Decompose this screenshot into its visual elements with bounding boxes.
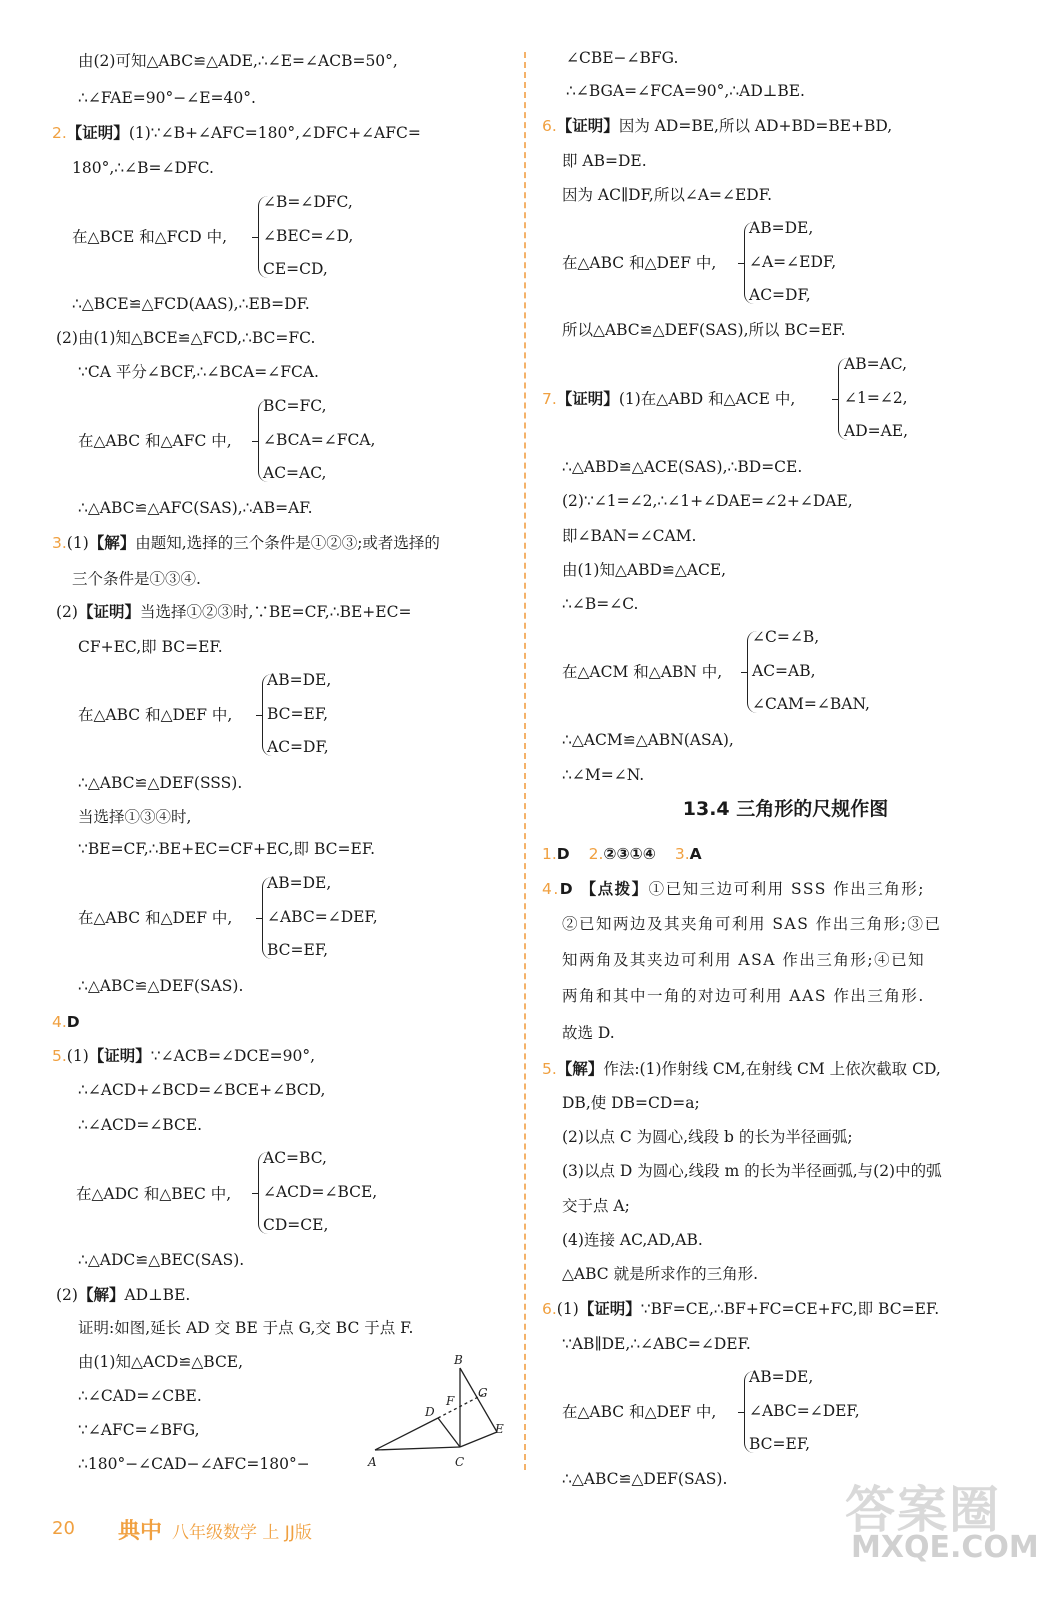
text-line: 由(1)知△ABD≌△ACE,: [562, 561, 727, 579]
question-number: 1.: [542, 845, 557, 863]
text-line: 作法:(1)作射线 CM,在射线 CM 上依次截取 CD,: [603, 1060, 941, 1078]
brace-item: AC=DF,: [749, 286, 811, 304]
brace-item: ∠ABC=∠DEF,: [749, 1402, 860, 1420]
section-title: 13.4 三角形的尺规作图: [682, 798, 889, 820]
text-line: ∴∠ACD=∠BCE.: [78, 1116, 203, 1134]
question-number: 2.: [588, 845, 604, 863]
watermark-text: 答案圈: [845, 1481, 1001, 1539]
question-number: 2.: [52, 124, 67, 142]
text-line: 当选择①②③时,∵BE=CF,∴BE+EC=: [139, 603, 412, 621]
brace-prefix: 在△ACM 和△ABN 中,: [562, 663, 723, 681]
brace-item: AD=AE,: [844, 422, 909, 440]
solution-tag: 【解】: [556, 1060, 604, 1078]
text-line: 因为 AC∥DF,所以∠A=∠EDF.: [562, 186, 772, 204]
question-number: 4.: [52, 1013, 67, 1031]
question-6: [542, 116, 892, 136]
text-line: (4)连接 AC,AD,AB.: [562, 1231, 703, 1249]
proof-tag: 【证明】: [556, 117, 619, 135]
text-line: ∠CBE−∠BFG.: [566, 49, 679, 67]
question-number: 7.: [542, 390, 557, 408]
brace-item: ∠ACD=∠BCE,: [263, 1183, 378, 1201]
text-line: ∴∠M=∠N.: [562, 766, 645, 784]
brace-prefix: 在△ABC 和△DEF 中,: [78, 706, 233, 724]
brace-item: ∠BEC=∠D,: [263, 227, 354, 245]
question-4: [52, 1012, 80, 1032]
text-line: 故选 D.: [562, 1024, 615, 1042]
brace-prefix: (1)在△ABD 和△ACE 中,: [618, 390, 796, 408]
brace-item: BC=FC,: [263, 397, 327, 415]
brace-item: ∠ABC=∠DEF,: [267, 908, 378, 926]
text-line: ∴∠B=∠C.: [562, 595, 639, 613]
brace-item: AB=AC,: [844, 355, 907, 373]
solution-tag: 【解】: [88, 534, 136, 552]
brace-item: AC=DF,: [267, 738, 329, 756]
brace-item: BC=EF,: [267, 705, 329, 723]
text-line: 因为 AD=BE,所以 AD+BD=BE+BD,: [618, 117, 893, 135]
question-3: [52, 533, 440, 553]
brace-item: AC=AB,: [752, 662, 816, 680]
book-title: 八年级数学 上 JJ版: [172, 1523, 312, 1543]
brace-item: ∠C=∠B,: [752, 628, 820, 646]
text-line: ∵BF=CE,∴BF+FC=CE+FC,即 BC=EF.: [640, 1300, 940, 1318]
solution-tag: 【解】: [77, 1286, 125, 1304]
text-line: 交于点 A;: [562, 1197, 630, 1215]
text-line: (2)以点 C 为圆心,线段 b 的长为半径画弧;: [562, 1128, 853, 1146]
text-line: 两角和其中一角的对边可利用 AAS 作出三角形.: [562, 987, 925, 1005]
text-line: (3)以点 D 为圆心,线段 m 的长为半径画弧,与(2)中的弧: [562, 1162, 942, 1180]
brace-item: ∠B=∠DFC,: [263, 193, 353, 211]
brace-item: AC=BC,: [263, 1149, 327, 1167]
text-line: ∴△ABD≌△ACE(SAS),∴BD=CE.: [562, 458, 803, 476]
question-number: 3.: [52, 534, 67, 552]
text-line: 即 AB=DE.: [562, 152, 647, 170]
text-line: (1): [66, 534, 89, 552]
question-number: 6.: [542, 117, 557, 135]
text-line: AD⊥BE.: [124, 1286, 191, 1304]
brand-logo: 典中: [118, 1519, 163, 1544]
question-number: 6.: [542, 1300, 557, 1318]
brace-item: BC=EF,: [749, 1435, 811, 1453]
brace-prefix: 在△BCE 和△FCD 中,: [72, 228, 228, 246]
brace-item: CD=CE,: [263, 1216, 329, 1234]
text-line: ②已知两边及其夹角可利用 SAS 作出三角形;③已: [562, 915, 942, 933]
brace-item: BC=EF,: [267, 941, 329, 959]
answer: D: [559, 880, 575, 898]
fig-label-e: E: [495, 1422, 504, 1436]
text-line: ∴180°−∠CAD−∠AFC=180°−: [78, 1455, 310, 1473]
answer: A: [689, 845, 702, 863]
fig-label-f: F: [446, 1394, 455, 1408]
question-number: 3.: [674, 845, 690, 863]
text-line: (2): [56, 603, 78, 621]
proof-tag: 【证明】: [556, 390, 619, 408]
brace-item: AB=DE,: [749, 1368, 814, 1386]
text-line: (1)∵∠B+∠AFC=180°,∠DFC+∠AFC=: [128, 124, 421, 142]
text-line: 由(1)知△ACD≌△BCE,: [78, 1353, 244, 1371]
brace-item: AB=DE,: [749, 219, 814, 237]
text-line: ∵CA 平分∠BCF,∴∠BCA=∠FCA.: [78, 363, 319, 381]
brace-item: ∠BCA=∠FCA,: [263, 431, 376, 449]
text-line: 知两角及其夹边可利用 ASA 作出三角形;④已知: [562, 951, 926, 969]
text-line: [56, 1285, 190, 1305]
text-line: (2)∵∠1=∠2,∴∠1+∠DAE=∠2+∠DAE,: [562, 492, 853, 510]
fig-label-g: G: [478, 1386, 488, 1400]
brace-prefix: 在△ABC 和△AFC 中,: [78, 432, 232, 450]
question-number: 4.: [542, 880, 560, 898]
brace-prefix: 在△ABC 和△DEF 中,: [78, 909, 233, 927]
text-line: △ABC 就是所求作的三角形.: [562, 1265, 759, 1283]
answer: D: [556, 845, 570, 863]
fig-label-b: B: [454, 1353, 463, 1367]
page-number: 20: [52, 1518, 75, 1539]
question-2: [52, 123, 421, 143]
brace-item: CE=CD,: [263, 260, 328, 278]
watermark: [845, 1470, 1039, 1580]
question-number: 5.: [52, 1047, 67, 1065]
text-line: ∵AB∥DE,∴∠ABC=∠DEF.: [562, 1335, 751, 1353]
fig-label-a: A: [368, 1455, 377, 1468]
text-line: CF+EC,即 BC=EF.: [78, 638, 223, 656]
choice-answers: [542, 844, 702, 864]
text-line: 即∠BAN=∠CAM.: [562, 527, 697, 545]
brace-prefix: 在△ABC 和△DEF 中,: [562, 1403, 717, 1421]
text-line: ∴∠CAD=∠CBE.: [78, 1387, 202, 1405]
fig-label-d: D: [425, 1405, 435, 1419]
brace-item: ∠CAM=∠BAN,: [752, 695, 870, 713]
text-line: ∴△BCE≌△FCD(AAS),∴EB=DF.: [72, 295, 310, 313]
text-line: 证明:如图,延长 AD 交 BE 于点 G,交 BC 于点 F.: [78, 1319, 414, 1337]
text-line: ∴△ACM≌△ABN(ASA),: [562, 731, 734, 749]
text-line: (1): [556, 1300, 579, 1318]
brace-item: ∠A=∠EDF,: [749, 253, 837, 271]
column-divider: [524, 52, 526, 1470]
question-6-construction: [542, 1299, 939, 1319]
fig-label-c: C: [455, 1455, 465, 1468]
question-number: 5.: [542, 1060, 557, 1078]
answer: ②③①④: [603, 845, 656, 863]
answer: D: [66, 1013, 80, 1031]
watermark-url: MXQE.COM: [851, 1530, 1039, 1565]
text-line: ∴△ABC≌△DEF(SAS).: [78, 977, 244, 995]
text-line: ∴∠FAE=90°−∠E=40°.: [78, 89, 256, 107]
text-line: 由(2)可知△ABC≌△ADE,∴∠E=∠ACB=50°,: [78, 52, 398, 70]
proof-tag: 【证明】: [578, 1300, 641, 1318]
text-line: 180°,∴∠B=∠DFC.: [72, 159, 214, 177]
text-line: [56, 602, 411, 622]
text-line: ∵BE=CF,∴BE+EC=CF+EC,即 BC=EF.: [78, 840, 376, 858]
proof-tag: 【证明】: [88, 1047, 151, 1065]
geometry-figure: [365, 1350, 515, 1468]
proof-tag: 【证明】: [66, 124, 129, 142]
question-5-construction: [542, 1059, 941, 1079]
brace-prefix: 在△ABC 和△DEF 中,: [562, 254, 717, 272]
text-line: (1): [66, 1047, 89, 1065]
proof-tag: 【证明】: [77, 603, 140, 621]
text-line: ∵∠ACB=∠DCE=90°,: [150, 1047, 316, 1065]
text-line: (2)由(1)知△BCE≌△FCD,∴BC=FC.: [56, 329, 316, 347]
brace-prefix: 在△ADC 和△BEC 中,: [76, 1185, 232, 1203]
text-line: 当选择①③④时,: [78, 808, 192, 826]
brace-item: AB=DE,: [267, 671, 332, 689]
text-line: ∴△ABC≌△DEF(SSS).: [78, 774, 243, 792]
hint-tag: 【点拨】: [580, 880, 649, 898]
text-line: 所以△ABC≌△DEF(SAS),所以 BC=EF.: [562, 321, 846, 339]
brace-item: AC=AC,: [263, 464, 327, 482]
question-4-construction: [542, 879, 925, 899]
text-line: (2): [56, 1286, 78, 1304]
question-5: [52, 1046, 315, 1066]
text-line: ∴△ADC≌△BEC(SAS).: [78, 1251, 245, 1269]
question-7: [542, 389, 795, 409]
text-line: ∴△ABC≌△DEF(SAS).: [562, 1470, 728, 1488]
brace-item: ∠1=∠2,: [844, 389, 908, 407]
text-line: ∴△ABC≌△AFC(SAS),∴AB=AF.: [78, 499, 313, 517]
text-line: ∴∠BGA=∠FCA=90°,∴AD⊥BE.: [566, 82, 805, 100]
text-line: ∴∠ACD+∠BCD=∠BCE+∠BCD,: [78, 1081, 326, 1099]
brace-item: AB=DE,: [267, 874, 332, 892]
text-line: 由题知,选择的三个条件是①②③;或者选择的: [135, 534, 440, 552]
text-line: ∵∠AFC=∠BFG,: [78, 1421, 200, 1439]
text-line: ①已知三边可利用 SSS 作出三角形;: [648, 880, 926, 898]
text-line: 三个条件是①③④.: [72, 570, 201, 588]
text-line: DB,使 DB=CD=a;: [562, 1094, 700, 1112]
